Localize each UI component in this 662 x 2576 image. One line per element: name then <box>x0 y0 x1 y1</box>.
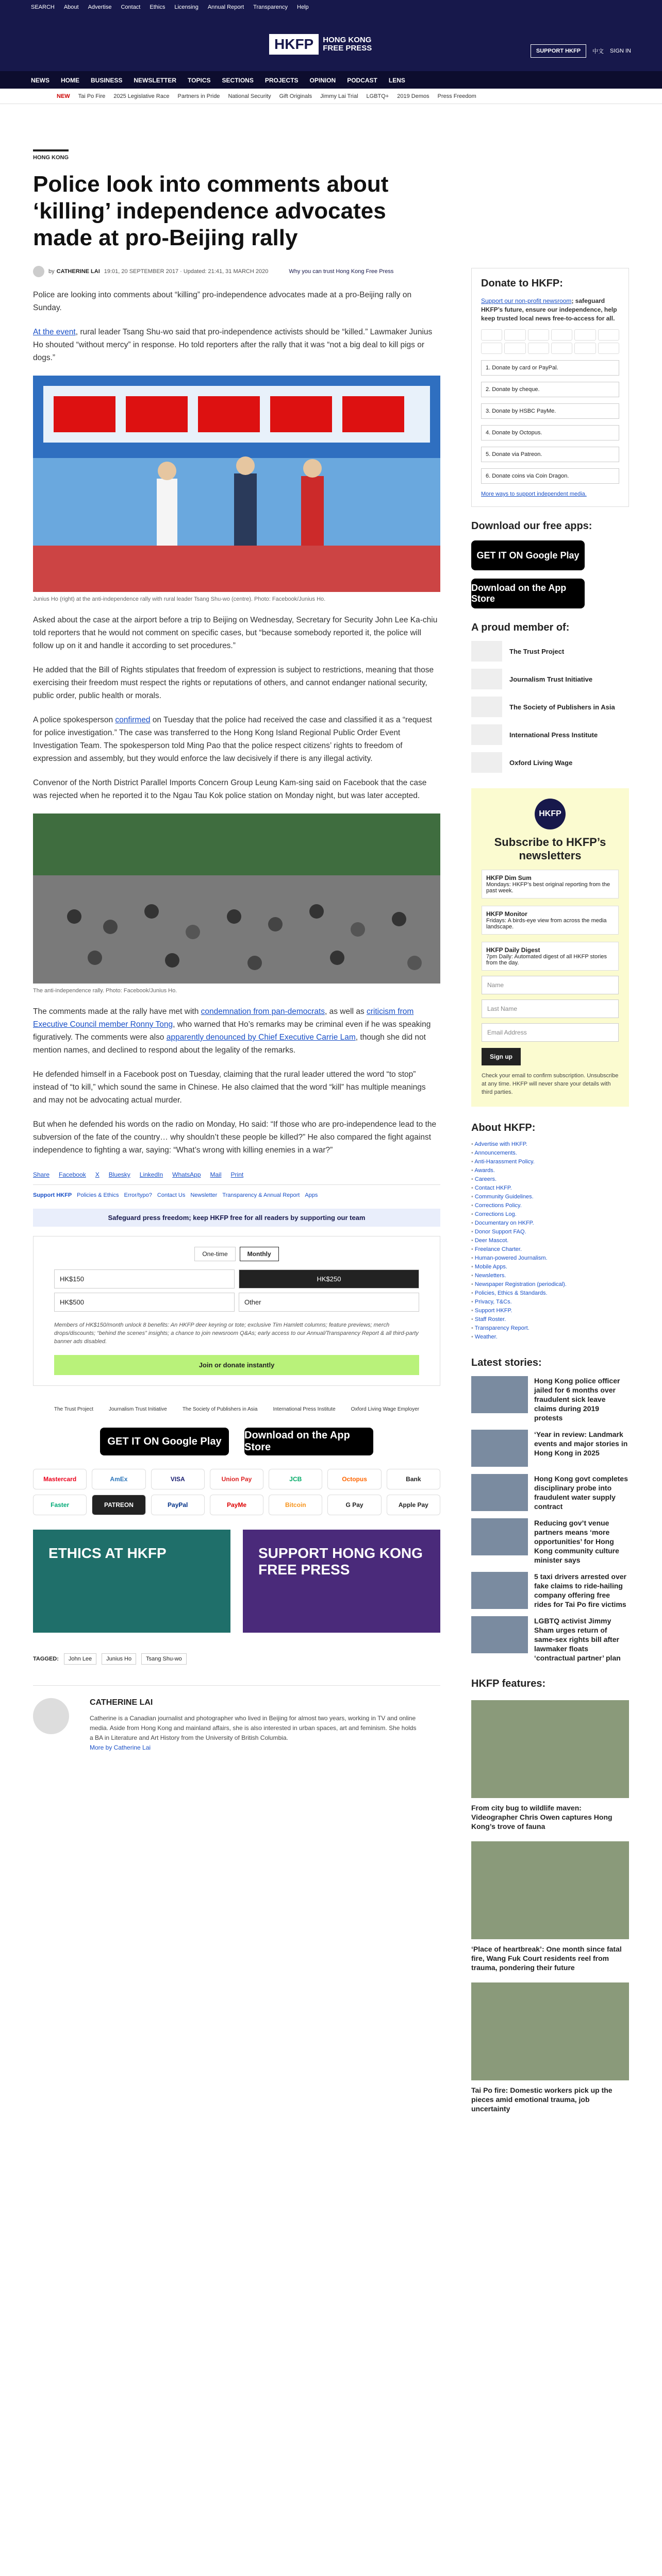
trend-item[interactable]: National Security <box>228 93 271 99</box>
app-store-button[interactable]: Download on the App Store <box>244 1428 373 1455</box>
paragraph-text: The comments made at the rally have met with <box>33 1007 201 1016</box>
nav-news[interactable]: NEWS <box>31 77 49 84</box>
member-name: The Trust Project <box>509 647 565 655</box>
latest-story[interactable] <box>471 1430 629 1467</box>
logo-line2: FREE PRESS <box>323 44 372 53</box>
safeguard-banner: Safeguard press freedom; keep HKFP free for all readers by supporting our team <box>33 1209 440 1227</box>
paragraph: Police are looking into comments about “killing” pro-independence advocates made at a pro-Beijing rally on Sunday. <box>33 291 412 312</box>
author-avatar <box>33 266 44 277</box>
trend-item[interactable]: Gift Originals <box>279 93 312 99</box>
hkfp-logo[interactable] <box>269 30 393 59</box>
newsletter-box <box>471 788 629 1107</box>
latest-story[interactable] <box>471 1518 629 1565</box>
share-print[interactable]: Print <box>230 1171 244 1178</box>
about-link[interactable]: • Newspaper Registration (periodical). <box>471 1280 629 1289</box>
donate-option[interactable]: 6. Donate coins via Coin Dragon. <box>481 468 619 484</box>
member-logo <box>471 724 502 745</box>
newsletter-desc: Fridays: A birds-eye view from across the media landscape. <box>486 918 607 930</box>
payment-icon <box>528 329 549 341</box>
story-thumbnail <box>471 1474 528 1511</box>
utility-links <box>31 4 309 10</box>
donate-option[interactable]: 3. Donate by HSBC PayMe. <box>481 403 619 419</box>
feature-image <box>471 1700 629 1798</box>
trust-hkfp-link[interactable]: Why you can trust Hong Kong Free Press <box>289 268 394 275</box>
member-item[interactable] <box>471 697 629 717</box>
amount-option[interactable]: HK$150 <box>54 1269 235 1289</box>
footer-link[interactable]: Contact Us <box>157 1192 186 1198</box>
donation-amounts <box>54 1269 419 1312</box>
share-whatsapp[interactable]: WhatsApp <box>172 1171 201 1178</box>
partner-logo[interactable]: The Trust Project <box>54 1406 93 1412</box>
header-actions <box>531 44 631 58</box>
member-item[interactable] <box>471 641 629 662</box>
about-title: About HKFP: <box>471 1122 536 1133</box>
about-link[interactable]: • Freelance Charter. <box>471 1245 629 1254</box>
about-link[interactable]: • Mobile Apps. <box>471 1263 629 1272</box>
paragraph-text: A police spokesperson <box>33 716 115 724</box>
about-link[interactable]: • Announcements. <box>471 1149 629 1158</box>
article-footer-links <box>33 1192 440 1198</box>
donation-widget <box>33 1236 440 1386</box>
newsletter-desc: Mondays: HKFP’s best original reporting from the past week. <box>486 882 610 894</box>
payment-icon <box>551 343 572 354</box>
payment-icon <box>574 329 595 341</box>
member-title: A proud member of: <box>471 622 570 633</box>
utility-ethics[interactable]: Ethics <box>150 4 166 10</box>
about-link[interactable]: • Donor Support FAQ. <box>471 1228 629 1236</box>
new-badge: NEW <box>57 93 70 99</box>
paragraph-text: , rural leader Tsang Shu-wo said that pro-independence activists should be “killed.” Lawmaker Junius Ho shouted “without mercy” in response. Ho told reporters after the rally that it was “not a big deal to kill pigs or dogs.” <box>33 328 433 362</box>
share-mail[interactable]: Mail <box>210 1171 222 1178</box>
feature-story[interactable] <box>471 1841 629 1972</box>
feature-title[interactable]: ‘Place of heartbreak’: One month since fatal fire, Wang Fuk Court residents reel from trauma, pondering their future <box>471 1945 622 1972</box>
tag-link[interactable]: Junius Ho <box>102 1653 136 1665</box>
rally-crowd-image <box>33 814 440 984</box>
about-section <box>471 1122 629 1342</box>
payment-icon <box>598 329 619 341</box>
utility-contact[interactable]: Contact <box>121 4 141 10</box>
tag-link[interactable]: John Lee <box>64 1653 96 1665</box>
feature-title[interactable]: Tai Po fire: Domestic workers pick up the pieces amid emotional trauma, job uncertainty <box>471 2086 613 2113</box>
share-facebook[interactable]: Facebook <box>59 1171 86 1178</box>
condemnation-link[interactable]: condemnation from pan-democrats <box>201 1007 325 1016</box>
latest-list <box>471 1376 629 1663</box>
tagged-label: TAGGED: <box>33 1656 59 1662</box>
payment-icon <box>504 343 525 354</box>
member-name: Journalism Trust Initiative <box>509 675 593 683</box>
nav-topics[interactable]: TOPICS <box>188 77 211 84</box>
faster-payment-icon[interactable]: Faster <box>33 1495 87 1515</box>
photo-caption: Junius Ho (right) at the anti-independence rally with rural leader Tsang Shu-wo (centre). Photo: Facebook/Junius Ho. <box>33 596 326 602</box>
story-thumbnail <box>471 1616 528 1653</box>
about-link[interactable]: • Anti-Harassment Policy. <box>471 1158 629 1166</box>
sidebar-google-play[interactable]: GET IT ON Google Play <box>471 540 585 570</box>
nav-lens[interactable]: LENS <box>388 77 405 84</box>
tag-link[interactable]: Tsang Shu-wo <box>141 1653 187 1665</box>
newsletter-title: Subscribe to HKFP’s newsletters <box>494 836 606 862</box>
utility-annual-report[interactable]: Annual Report <box>207 4 244 10</box>
criticism-link[interactable]: criticism from Executive Council member Ronny Tong <box>33 1007 414 1029</box>
member-logo <box>471 752 502 773</box>
payment-icon <box>551 329 572 341</box>
about-link[interactable]: • Documentary on HKFP. <box>471 1219 629 1228</box>
language-switch[interactable]: 中文 <box>592 48 604 55</box>
newsletter-name: HKFP Daily Digest <box>486 946 540 954</box>
partner-logo[interactable]: Oxford Living Wage Employer <box>351 1406 420 1412</box>
story-title[interactable]: 5 taxi drivers arrested over fake claims to ride-hailing company offering free rides for Tai Po fire victims <box>534 1572 626 1608</box>
nav-home[interactable]: HOME <box>61 77 79 84</box>
footer-link[interactable]: Error/typo? <box>124 1192 152 1198</box>
feature-title[interactable]: From city bug to wildlife maven: Videographer Chris Owen captures Hong Kong’s trove of fauna <box>471 1804 613 1831</box>
utility-about[interactable]: About <box>63 4 79 10</box>
about-link[interactable]: • Staff Roster. <box>471 1315 629 1324</box>
article-title: Police look into comments about ‘killing’ independence advocates made at pro-Beijing rally <box>33 172 389 250</box>
last-name-field[interactable]: Last Name <box>482 999 619 1018</box>
nav-newsletter[interactable]: NEWSLETTER <box>134 77 177 84</box>
about-link[interactable]: • Corrections Policy. <box>471 1201 629 1210</box>
newsletter-logo: HKFP <box>535 799 566 829</box>
trend-item[interactable]: Tai Po Fire <box>78 93 106 99</box>
paypal-icon[interactable]: PayPal <box>151 1495 205 1515</box>
confirmed-link[interactable]: confirmed <box>115 716 151 724</box>
paragraph: Asked about the case at the airport before a trip to Beijing on Wednesday, Secretary for Security John Lee Ka-chiu told reporters that he would not comment on specific cases, but “because somebody reported it, the police will follow up on it and handle it according to set procedures.” <box>33 616 438 650</box>
join-donate-button[interactable]: Join or donate instantly <box>54 1355 419 1375</box>
newsletter-note: Check your email to confirm subscription. Unsubscribe at any time. HKFP will never share your details with third parties. <box>482 1073 619 1095</box>
share-bar <box>33 1171 440 1185</box>
author-link[interactable]: CATHERINE LAI <box>56 268 100 275</box>
logo-line1: HONG KONG <box>323 36 372 44</box>
amex-icon[interactable]: AmEx <box>92 1469 145 1489</box>
tags <box>33 1653 440 1665</box>
trend-item[interactable]: 2019 Demos <box>397 93 429 99</box>
photo-caption: The anti-independence rally. Photo: Facebook/Junius Ho. <box>33 988 177 994</box>
sign-in-link[interactable]: SIGN IN <box>610 48 631 54</box>
main-nav <box>0 71 662 89</box>
about-link[interactable]: • Awards. <box>471 1166 629 1175</box>
payment-icons-small <box>481 329 619 354</box>
donate-link[interactable]: Support our non-profit newsroom <box>481 297 572 304</box>
about-link[interactable]: • Policies, Ethics & Standards. <box>471 1289 629 1298</box>
paragraph-text: , as well as <box>325 1007 367 1016</box>
newsletter-option[interactable] <box>482 942 619 971</box>
member-name: International Press Institute <box>509 731 598 739</box>
byline <box>33 266 440 277</box>
about-link[interactable]: • Privacy, T&Cs. <box>471 1298 629 1307</box>
tab-monthly[interactable]: Monthly <box>240 1247 279 1261</box>
story-title[interactable]: Hong Kong govt completes disciplinary probe into fraudulent water supply contract <box>534 1475 628 1511</box>
partner-logo[interactable]: International Press Institute <box>273 1406 336 1412</box>
first-name-field[interactable]: Name <box>482 976 619 994</box>
partner-logo[interactable]: Journalism Trust Initiative <box>109 1406 167 1412</box>
about-link[interactable]: • Weather. <box>471 1333 629 1342</box>
paragraph <box>33 1005 440 1057</box>
support-banner[interactable]: SUPPORT HONG KONG FREE PRESS <box>243 1530 440 1633</box>
partner-logo[interactable]: The Society of Publishers in Asia <box>182 1406 258 1412</box>
author-name[interactable]: CATHERINE LAI <box>90 1698 153 1707</box>
about-list <box>471 1140 629 1342</box>
trend-item[interactable]: LGBTQ+ <box>366 93 389 99</box>
paragraph-text: on Tuesday that the police had received the case and classified it as a “request for police investigation.” The case was transferred to the Hong Kong Island Regional Public Order Event Investigation Team. The spokesperson told Ming Pao that the police respect citizens’ rights to freedom of expression and assembly, but they would enforce the law decisively if there is any illegal activity. <box>33 716 432 763</box>
donate-option[interactable]: 2. Donate by cheque. <box>481 382 619 397</box>
member-logo <box>471 641 502 662</box>
newsletter-option[interactable] <box>482 870 619 899</box>
share-x[interactable]: X <box>95 1171 100 1178</box>
footer-link[interactable]: Support HKFP <box>33 1192 72 1198</box>
about-link[interactable]: • Community Guidelines. <box>471 1193 629 1201</box>
utility-search[interactable]: SEARCH <box>31 4 55 10</box>
utility-licensing[interactable]: Licensing <box>174 4 198 10</box>
top-utility-bar <box>0 0 662 14</box>
member-item[interactable] <box>471 669 629 689</box>
latest-story[interactable] <box>471 1616 629 1663</box>
footer-link[interactable]: Policies & Ethics <box>77 1192 119 1198</box>
denounced-link[interactable]: apparently denounced by Chief Executive Carrie Lam <box>166 1033 356 1042</box>
payment-icon <box>598 343 619 354</box>
payment-icon <box>528 343 549 354</box>
paragraph-text: , though she did not mention names, and declined to respond about the legality of the remarks. <box>33 1033 426 1055</box>
payment-icon <box>504 329 525 341</box>
amount-option[interactable]: Other <box>239 1293 419 1312</box>
member-logo <box>471 669 502 689</box>
octopus-icon[interactable]: Octopus <box>327 1469 381 1489</box>
donate-desc: ; safeguard HKFP’s future, ensure our independence, help keep trusted local news free-to-access for all. <box>481 297 617 322</box>
member-logo <box>471 697 502 717</box>
utility-help[interactable]: Help <box>297 4 309 10</box>
story-title[interactable]: Hong Kong police officer jailed for 6 months over fraudulent sick leave claims during 2019 protests <box>534 1377 620 1422</box>
latest-title: Latest stories: <box>471 1357 542 1368</box>
google-pay-icon[interactable]: G Pay <box>327 1495 381 1515</box>
story-thumbnail <box>471 1572 528 1609</box>
nav-opinion[interactable]: OPINION <box>309 77 336 84</box>
amount-option[interactable]: HK$500 <box>54 1293 235 1312</box>
about-link[interactable]: • Contact HKFP. <box>471 1184 629 1193</box>
latest-stories <box>471 1357 629 1663</box>
payment-icon <box>481 329 502 341</box>
rally-photo <box>33 376 440 592</box>
payme-icon[interactable]: PayMe <box>210 1495 263 1515</box>
google-play-button[interactable]: GET IT ON Google Play <box>100 1428 229 1455</box>
newsletter-desc: 7pm Daily: Automated digest of all HKFP stories from the day. <box>486 954 607 966</box>
footer-link[interactable]: Newsletter <box>190 1192 218 1198</box>
donate-title: Donate to HKFP: <box>481 278 563 289</box>
article-dates: 19:01, 20 SEPTEMBER 2017 · Updated: 21:41, 31 MARCH 2020 <box>104 268 269 275</box>
support-hkfp-button[interactable]: SUPPORT HKFP <box>531 44 586 58</box>
features-title: HKFP features: <box>471 1678 546 1689</box>
logo-mark: HKFP <box>269 34 319 55</box>
paragraph: He added that the Bill of Rights stipulates that freedom of expression is subject to restrictions, meaning that those exercising their freedom must respect the rights or reputations of others, and cannot endanger national security, public order, public health or morals. <box>33 666 434 700</box>
trend-item[interactable]: Press Freedom <box>437 93 476 99</box>
paragraph: He defended himself in a Facebook post on Tuesday, claiming that the rural leader uttered the word “to stop” instead of “to kill,” which sound the same in Chinese. He also claimed that the word “kill” has multiple meanings and may not be advocating actual murder. <box>33 1070 426 1105</box>
sidebar-app-store[interactable]: Download on the App Store <box>471 579 585 608</box>
trending-bar <box>0 89 662 104</box>
ethics-banner[interactable]: ETHICS AT HKFP <box>33 1530 230 1633</box>
bitcoin-icon[interactable]: Bitcoin <box>269 1495 322 1515</box>
donate-option[interactable]: 1. Donate by card or PayPal. <box>481 360 619 376</box>
patreon-icon[interactable]: PATREON <box>92 1495 145 1515</box>
paragraph <box>33 714 440 765</box>
story-thumbnail <box>471 1518 528 1555</box>
more-by-author-link[interactable]: More by Catherine Lai <box>90 1744 151 1751</box>
app-store-buttons <box>33 1428 440 1455</box>
partner-logos <box>33 1406 440 1412</box>
donate-option[interactable]: 5. Donate via Patreon. <box>481 447 619 462</box>
amount-option[interactable]: HK$250 <box>239 1269 419 1289</box>
latest-story[interactable] <box>471 1474 629 1511</box>
donation-tabs <box>54 1247 419 1261</box>
tab-one-time[interactable]: One-time <box>194 1247 235 1261</box>
site-header <box>0 14 662 71</box>
story-title[interactable]: ‘Year in review: Landmark events and major stories in Hong Kong in 2025 <box>534 1430 628 1457</box>
member-item[interactable] <box>471 752 629 773</box>
member-name: The Society of Publishers in Asia <box>509 703 615 711</box>
author-avatar <box>33 1698 69 1734</box>
newsletter-name: HKFP Dim Sum <box>486 874 532 882</box>
payment-methods <box>33 1469 440 1515</box>
visa-icon[interactable]: VISA <box>151 1469 205 1489</box>
trend-item[interactable]: 2025 Legislative Race <box>113 93 170 99</box>
story-title[interactable]: LGBTQ activist Jimmy Sham urges return of same-sex rights bill after lawmaker floats ‘contractual partner’ plan <box>534 1617 621 1662</box>
promo-banners <box>33 1530 440 1633</box>
share-label: Share <box>33 1171 50 1178</box>
nav-podcast[interactable]: PODCAST <box>347 77 377 84</box>
paragraph-text: , who warned that Ho’s remarks may be criminal even if he was speaking figuratively. The comments were also <box>33 1020 431 1042</box>
donate-text <box>481 297 619 323</box>
donate-option[interactable]: 4. Donate by Octopus. <box>481 425 619 440</box>
nav-sections[interactable]: SECTIONS <box>222 77 254 84</box>
utility-advertise[interactable]: Advertise <box>88 4 112 10</box>
feature-list <box>471 1700 629 2113</box>
member-name: Oxford Living Wage <box>509 758 573 767</box>
member-item[interactable] <box>471 724 629 745</box>
apps-title: Download our free apps: <box>471 520 592 532</box>
trend-item[interactable]: Jimmy Lai Trial <box>320 93 358 99</box>
share-bluesky[interactable]: Bluesky <box>108 1171 130 1178</box>
mastercard-icon[interactable]: Mastercard <box>33 1469 87 1489</box>
apple-pay-icon[interactable]: Apple Pay <box>387 1495 440 1515</box>
jcb-icon[interactable]: JCB <box>269 1469 322 1489</box>
article <box>33 149 440 1752</box>
payment-icon <box>574 343 595 354</box>
bank-icon[interactable]: Bank <box>387 1469 440 1489</box>
about-link[interactable]: • Advertise with HKFP. <box>471 1140 629 1149</box>
paragraph: But when he defended his words on the radio on Monday, Ho said: “If those who are pro-independence lead to the subversion of the fate of the country… why shouldn’t these people be killed?” He also compared the fight against independence to fighting a war, saying: “What’s wrong with killing enemies in a war?” <box>33 1120 437 1155</box>
payment-icon <box>481 343 502 354</box>
newsletter-option[interactable] <box>482 906 619 935</box>
feature-story[interactable] <box>471 1982 629 2113</box>
newsletter-name: HKFP Monitor <box>486 910 527 918</box>
nav-projects[interactable]: PROJECTS <box>264 77 299 84</box>
trend-item[interactable]: Partners in Pride <box>177 93 220 99</box>
story-thumbnail <box>471 1430 528 1467</box>
footer-link[interactable]: Apps <box>305 1192 318 1198</box>
about-link[interactable]: • Newsletters. <box>471 1272 629 1280</box>
about-link[interactable]: • Transparency Report. <box>471 1324 629 1333</box>
sidebar <box>471 268 629 2113</box>
share-linkedin[interactable]: LinkedIn <box>139 1171 163 1178</box>
event-link[interactable]: At the event <box>33 328 76 336</box>
donate-box <box>471 268 629 507</box>
membership-note: Members of HK$150/month unlock 8 benefits: An HKFP deer keyring or tote; exclusive Tim Hamlett columns; feature previews; merch drops/discounts; “behind the scenes” insights; a chance to join newsroom Q&As; early access to our Annual/Transparency Report & all third-party banner ads disabled. <box>54 1322 419 1345</box>
email-field[interactable]: Email Address <box>482 1023 619 1042</box>
story-thumbnail <box>471 1376 528 1413</box>
about-link[interactable]: • Deer Mascot. <box>471 1236 629 1245</box>
paragraph: Convenor of the North District Parallel Imports Concern Group Leung Kam-sing said on Facebook that the case was rejected when he reported it to the Ngau Tau Kok police station on Monday night, but was later accepted. <box>33 778 427 800</box>
utility-transparency[interactable]: Transparency <box>253 4 288 10</box>
crowd-photo <box>33 814 440 984</box>
more-ways-link[interactable]: More ways to support independent media. <box>481 491 587 497</box>
latest-story[interactable] <box>471 1572 629 1609</box>
about-link[interactable]: • Support HKFP. <box>471 1307 629 1315</box>
logo-text <box>323 36 372 53</box>
author-box <box>33 1685 440 1752</box>
author-bio: Catherine is a Canadian journalist and photographer who lived in Beijing for almost two years, working in TV and online media. Aside from Hong Kong and mainland affairs, she is also interested in urban spaces, art and feminism. She holds a BA in Literature and Art History from the University of British Columbia. <box>90 1715 417 1741</box>
story-title[interactable]: Reducing gov’t venue partners means ‘more opportunities’ for Hong Kong community culture minister says <box>534 1519 619 1564</box>
article-category[interactable]: HONG KONG <box>33 149 69 161</box>
about-link[interactable]: • Human-powered Journalism. <box>471 1254 629 1263</box>
feature-story[interactable] <box>471 1700 629 1831</box>
paragraph <box>33 326 440 364</box>
rally-stage-image <box>33 376 440 592</box>
nav-business[interactable]: BUSINESS <box>91 77 123 84</box>
feature-image <box>471 1841 629 1939</box>
sign-up-button[interactable]: Sign up <box>482 1048 521 1065</box>
feature-image <box>471 1982 629 2080</box>
about-link[interactable]: • Corrections Log. <box>471 1210 629 1219</box>
features-section <box>471 1678 629 2113</box>
unionpay-icon[interactable]: Union Pay <box>210 1469 263 1489</box>
byline-by: by <box>48 268 55 275</box>
footer-link[interactable]: Transparency & Annual Report <box>222 1192 300 1198</box>
about-link[interactable]: • Careers. <box>471 1175 629 1184</box>
latest-story[interactable] <box>471 1376 629 1422</box>
